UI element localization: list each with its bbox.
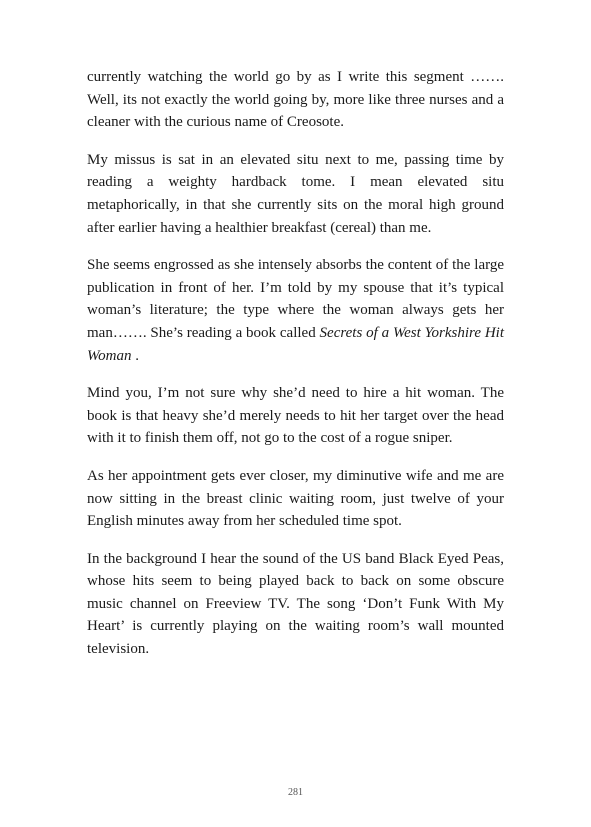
page-number: 281 (288, 787, 303, 798)
paragraph-1: currently watching the world go by as I write this segment ……. Well, its not exactly the world going by, more like three nurses and a cleaner with the curious name of Creosote. (87, 69, 504, 131)
paragraph-6: In the background I hear the sound of the US band Black Eyed Peas, whose hits seem to being played back to back on some obscure music channel on Freeview TV. The song ‘Don’t Funk With My Heart’ is currently playing on the waiting room’s wall mounted television. (87, 550, 504, 658)
paragraph-3 (87, 254, 504, 367)
paragraph-3-text-after: . (131, 347, 139, 364)
paragraph-5: As her appointment gets ever closer, my diminutive wife and me are now sitting in the breast clinic waiting room, just twelve of your English minutes away from her scheduled time spot. (87, 467, 504, 530)
paragraph-3-text-before: She seems engrossed as she intensely absorbs the content of the large publication in front of her. I’m told by my spouse that it’s typical woman’s literature; the type where the woman always gets her man……. She’s reading a book called (87, 257, 504, 341)
paragraph-2: My missus is sat in an elevated situ next to me, passing time by reading a weighty hardback tome. I mean elevated situ metaphorically, in that she currently sits on the moral high ground after earlier having a healthier breakfast (cereal) than me. (87, 151, 504, 236)
paragraph-4: Mind you, I’m not sure why she’d need to hire a hit woman. The book is that heavy she’d merely needs to hit her target over the head with it to finish them off, not go to the cost of a rogue sniper. (87, 385, 504, 447)
book-page-body (87, 66, 504, 676)
book-title: Secrets of a West Yorkshire Hit Woman (87, 324, 505, 364)
